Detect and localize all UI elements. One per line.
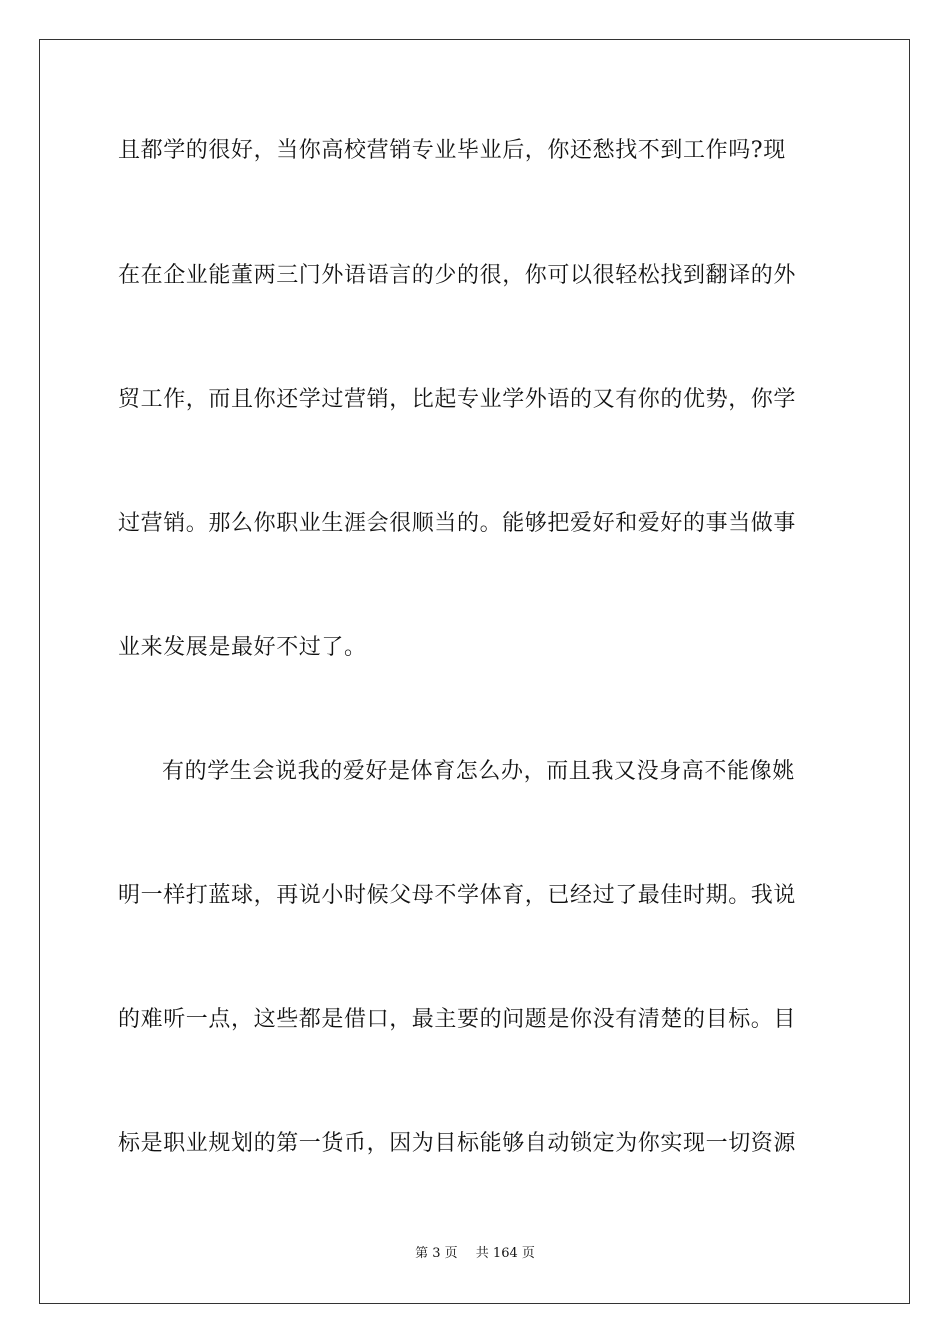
page-total: 共 164 页: [475, 1246, 535, 1261]
body-text-line: 标是职业规划的第一货币，因为目标能够自动锁定为你实现一切资源: [118, 1131, 797, 1156]
body-text-line: 过营销。那么你职业生涯会很顺当的。能够把爱好和爱好的事当做事: [118, 511, 797, 536]
paragraph-first-line: 有的学生会说我的爱好是体育怎么办，而且我又没身高不能像姚: [162, 759, 795, 784]
body-text-line: 的难听一点，这些都是借口，最主要的问题是你没有清楚的目标。目: [118, 1007, 797, 1032]
page-footer: [0, 1245, 950, 1263]
body-text-line: 明一样打蓝球，再说小时候父母不学体育，已经过了最佳时期。我说: [118, 883, 797, 908]
body-text-line: 业来发展是最好不过了。: [118, 635, 367, 660]
body-text-line: 贸工作，而且你还学过营销，比起专业学外语的又有你的优势，你学: [118, 387, 797, 412]
body-text-line: 在在企业能董两三门外语语言的少的很，你可以很轻松找到翻译的外: [118, 263, 797, 288]
page-border: [39, 39, 910, 1304]
page-number: 第 3 页: [415, 1246, 458, 1261]
body-text-line: 且都学的很好，当你高校营销专业毕业后，你还愁找不到工作吗?现: [118, 138, 786, 163]
